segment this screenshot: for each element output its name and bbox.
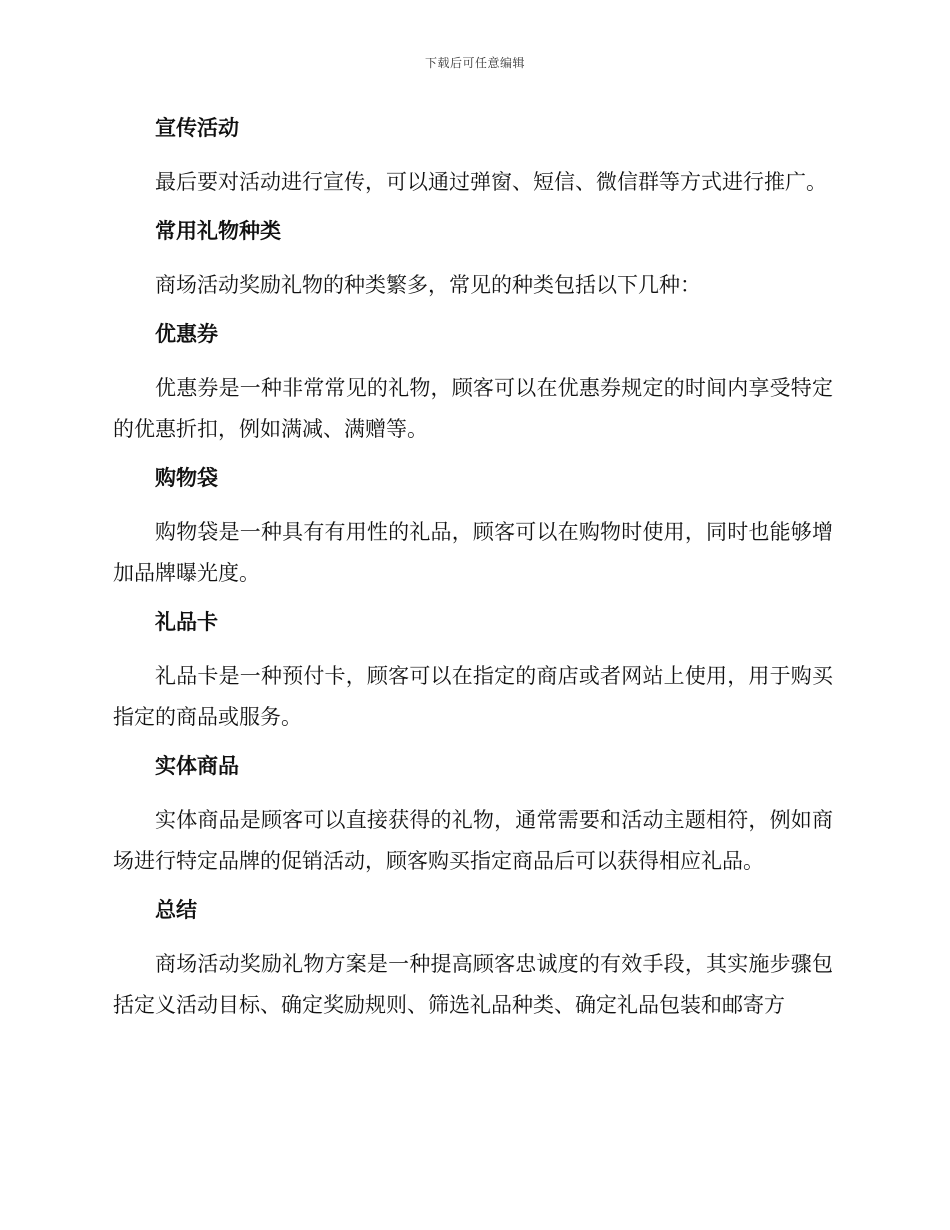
section-summary: [113, 892, 833, 1026]
section-paragraph: 购物袋是一种具有有用性的礼品，顾客可以在购物时使用，同时也能够增加品牌曝光度。: [113, 520, 833, 585]
section-heading: 实体商品: [155, 754, 239, 778]
header-note: 下载后可任意编辑: [424, 56, 525, 70]
section-gift-card: [113, 604, 833, 738]
section-paragraph: 优惠券是一种非常常见的礼物，顾客可以在优惠券规定的时间内享受特定的优惠折扣，例如满减、满赠等。: [113, 376, 833, 441]
section-paragraph: 最后要对活动进行宣传，可以通过弹窗、短信、微信群等方式进行推广。: [155, 170, 827, 194]
section-paragraph: 商场活动奖励礼物的种类繁多，常见的种类包括以下几种：: [155, 273, 701, 297]
section-heading: 优惠券: [155, 322, 218, 346]
section-gift-types: [113, 213, 833, 306]
section-heading: 总结: [155, 898, 197, 922]
section-paragraph: 实体商品是顾客可以直接获得的礼物，通常需要和活动主题相符，例如商场进行特定品牌的促销活动，顾客购买指定商品后可以获得相应礼品。: [113, 808, 833, 873]
section-heading: 购物袋: [155, 466, 218, 490]
section-paragraph: 商场活动奖励礼物方案是一种提高顾客忠诚度的有效手段，其实施步骤包括定义活动目标、确定奖励规则、筛选礼品种类、确定礼品包装和邮寄方: [113, 952, 833, 1017]
section-coupon: [113, 316, 833, 450]
section-heading: 宣传活动: [155, 116, 239, 140]
section-physical-goods: [113, 748, 833, 882]
section-shopping-bag: [113, 460, 833, 594]
section-promotion: [113, 110, 833, 203]
document-body: [113, 110, 833, 1036]
section-heading: 礼品卡: [155, 610, 218, 634]
section-paragraph: 礼品卡是一种预付卡，顾客可以在指定的商店或者网站上使用，用于购买指定的商品或服务。: [113, 664, 833, 729]
section-heading: 常用礼物种类: [155, 219, 281, 243]
